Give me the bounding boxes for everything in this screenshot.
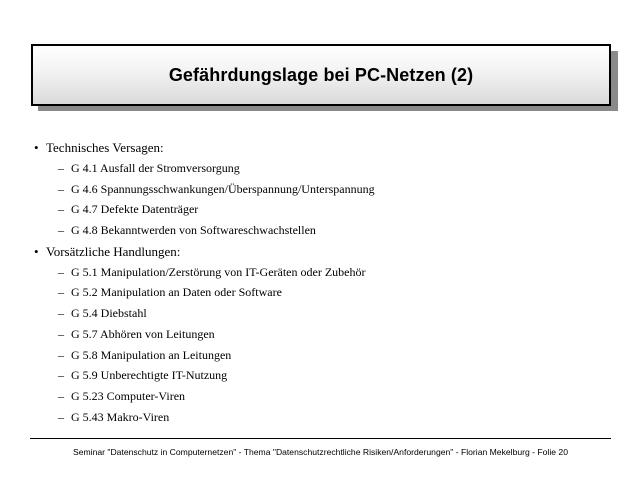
section-heading-text: Vorsätzliche Handlungen: (46, 243, 181, 259)
list-item (34, 324, 614, 345)
bullet-list (34, 137, 614, 427)
list-item (34, 303, 614, 324)
list-item-text: G 5.43 Makro-Viren (71, 409, 170, 424)
dash-icon: – (58, 368, 64, 383)
dash-icon: – (58, 409, 64, 424)
dash-icon: – (58, 388, 64, 403)
list-item-text: G 5.9 Unberechtigte IT-Nutzung (71, 368, 228, 383)
list-item (34, 220, 614, 241)
list-item (34, 386, 614, 407)
dash-icon: – (58, 181, 64, 196)
list-item-text: G 4.7 Defekte Datenträger (71, 202, 199, 217)
list-item (34, 282, 614, 303)
bullet-icon: • (34, 140, 39, 155)
list-item-text: G 5.1 Manipulation/Zerstörung von IT-Geräten oder Zubehör (71, 264, 366, 279)
section-heading (34, 241, 614, 262)
dash-icon: – (58, 223, 64, 238)
list-item-text: G 4.8 Bekanntwerden von Softwareschwachstellen (71, 223, 316, 238)
list-item (34, 179, 614, 200)
dash-icon: – (58, 347, 64, 362)
slide-footer: Seminar "Datenschutz in Computernetzen" - Thema "Datenschutzrechtliche Risiken/Anforderungen" - Florian Mekelburg - Folie 20 (73, 447, 568, 457)
list-item (34, 345, 614, 366)
list-item (34, 199, 614, 220)
dash-icon: – (58, 285, 64, 300)
section-heading (34, 137, 614, 158)
list-item-text: G 5.8 Manipulation an Leitungen (71, 347, 232, 362)
dash-icon: – (58, 326, 64, 341)
footer-divider (30, 438, 611, 439)
list-item (34, 158, 614, 179)
section-heading-text: Technisches Versagen: (46, 140, 164, 155)
list-item (34, 365, 614, 386)
list-item-text: G 5.2 Manipulation an Daten oder Software (71, 285, 282, 300)
list-item-text: G 5.23 Computer-Viren (71, 388, 186, 403)
list-item-text: G 5.4 Diebstahl (71, 306, 147, 321)
dash-icon: – (58, 264, 64, 279)
dash-icon: – (58, 306, 64, 321)
list-item (34, 262, 614, 283)
bullet-icon: • (34, 243, 39, 259)
slide-title: Gefährdungslage bei PC-Netzen (2) (168, 64, 474, 85)
list-item-text: G 5.7 Abhören von Leitungen (71, 326, 215, 341)
title-box (31, 44, 611, 106)
list-item-text: G 4.6 Spannungsschwankungen/Überspannung/Unterspannung (71, 181, 375, 196)
dash-icon: – (58, 202, 64, 217)
list-item (34, 407, 614, 428)
list-item-text: G 4.1 Ausfall der Stromversorgung (71, 161, 240, 175)
dash-icon: – (58, 161, 64, 175)
